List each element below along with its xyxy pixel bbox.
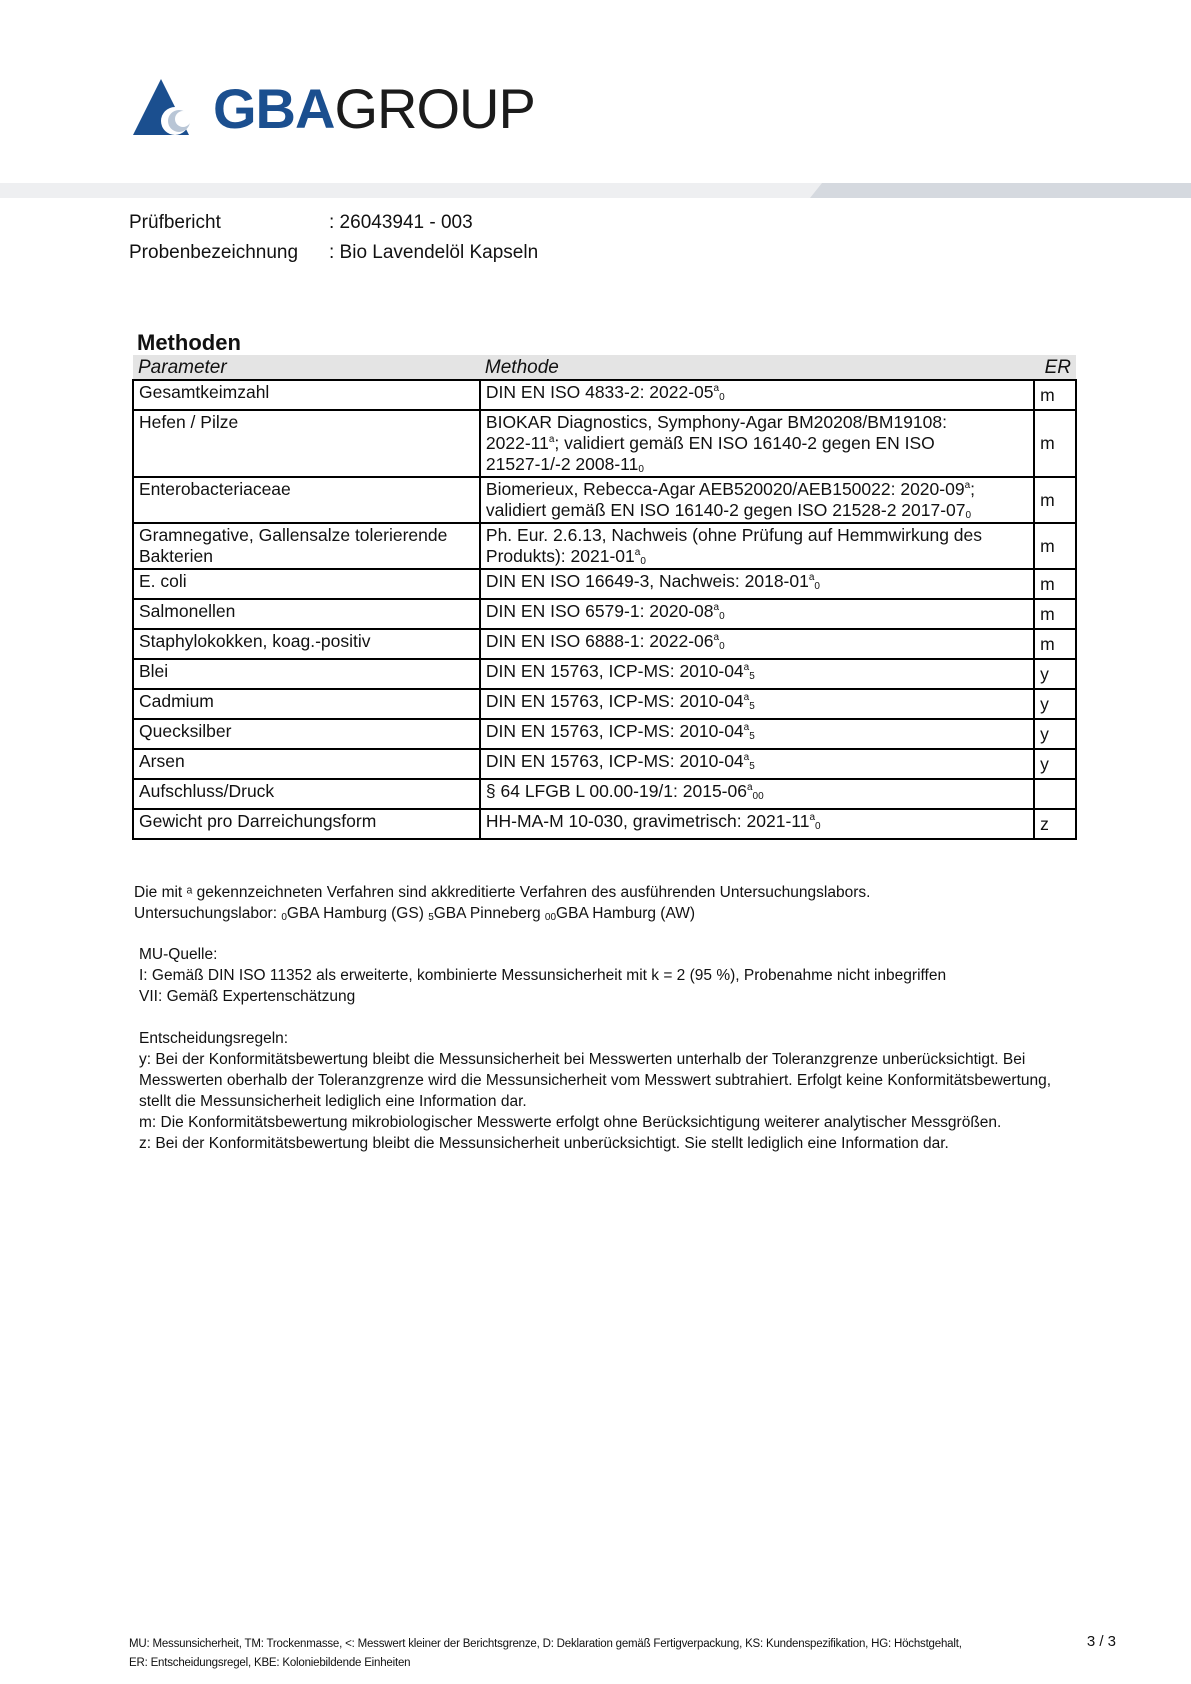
accreditation-notes xyxy=(134,882,1094,924)
methods-table xyxy=(132,355,1077,840)
cell-method xyxy=(480,523,1034,569)
methods-body xyxy=(133,380,1076,839)
lab-code: 00 xyxy=(752,791,764,802)
cell-er: m xyxy=(1034,380,1076,410)
page-number: 3 / 3 xyxy=(1086,1633,1116,1650)
cell-er: m xyxy=(1034,523,1076,569)
methods-row xyxy=(133,809,1076,839)
decision-rule-line: z: Bei der Konformitätsbewertung bleibt die Messunsicherheit unberücksichtigt. Sie stellt lediglich eine Information dar. xyxy=(139,1135,949,1152)
methods-row xyxy=(133,749,1076,779)
cell-parameter xyxy=(133,779,480,809)
parameter-text: Salmonellen xyxy=(139,601,236,621)
accreditation-mark: a xyxy=(548,434,555,445)
methods-row xyxy=(133,380,1076,410)
parameter-text: Quecksilber xyxy=(139,721,232,741)
parameter-text: Aufschluss/Druck xyxy=(139,781,275,801)
accreditation-mark: a xyxy=(808,572,815,583)
methods-row xyxy=(133,477,1076,523)
method-text: DIN EN 15763, ICP-MS: 2010-04 xyxy=(485,721,744,741)
lab-code: 0 xyxy=(281,912,287,923)
cell-parameter xyxy=(133,749,480,779)
decision-rules-block xyxy=(139,1028,1079,1154)
method-text: 2022-11 xyxy=(485,433,549,453)
mu-source-line: I: Gemäß DIN ISO 11352 als erweiterte, kombinierte Messunsicherheit mit k = 2 (95 %), Probenahme nicht inbegriffen xyxy=(139,967,947,984)
lab-prefix: Untersuchungslabor: xyxy=(134,905,278,922)
cell-er: y xyxy=(1034,689,1076,719)
cell-er: y xyxy=(1034,659,1076,689)
decision-rule-line: m: Die Konformitätsbewertung mikrobiologischer Messwerte erfolgt ohne Berücksichtigung weiterer analytischer Messgrößen. xyxy=(139,1114,1002,1131)
cell-parameter xyxy=(133,380,480,410)
decision-rule-line: y: Bei der Konformitätsbewertung bleibt die Messunsicherheit bei Messwerten unterhalb der Toleranzgrenze unberücksichtigt. Bei Messwerten oberhalb der Toleranzgrenze wird die Messunsicherheit vom Messwert subtrahiert. Erfolgt keine Konformitätsbewertung, stellt die Messunsicherheit lediglich eine Information dar. xyxy=(139,1051,1052,1110)
parameter-text: Arsen xyxy=(139,751,185,771)
cell-method xyxy=(480,659,1034,689)
accreditation-text: Die mit ᵃ gekennzeichneten Verfahren sind akkreditierte Verfahren des ausführenden Untersuchungslabors. xyxy=(134,884,871,901)
cell-parameter xyxy=(133,569,480,599)
lab-code: 0 xyxy=(719,611,725,622)
methods-row xyxy=(133,629,1076,659)
report-meta xyxy=(129,208,538,268)
cell-method xyxy=(480,629,1034,659)
methods-row xyxy=(133,523,1076,569)
lab-code: 0 xyxy=(638,464,644,475)
methods-row xyxy=(133,779,1076,809)
cell-parameter xyxy=(133,410,480,477)
accreditation-mark: a xyxy=(743,662,750,673)
footer-legend-1: MU: Messunsicherheit, TM: Trockenmasse, <: Messwert kleiner der Berichtsgrenze, D: Deklaration gemäß Fertigverpackung, KS: Kundenspezifikation, HG: Höchstgehalt, xyxy=(129,1638,962,1650)
cell-parameter xyxy=(133,523,480,569)
logo-group-text: GROUP xyxy=(334,77,535,140)
cell-er: m xyxy=(1034,569,1076,599)
accreditation-mark: a xyxy=(809,812,816,823)
accreditation-mark: a xyxy=(713,632,720,643)
parameter-text: Bakterien xyxy=(139,546,213,566)
gba-logo xyxy=(131,74,535,144)
page-footer xyxy=(129,1635,1029,1673)
methods-row xyxy=(133,689,1076,719)
cell-method xyxy=(480,779,1034,809)
parameter-text: Gewicht pro Darreichungsform xyxy=(139,811,377,831)
cell-er: m xyxy=(1034,629,1076,659)
lab-name: GBA Pinneberg xyxy=(433,905,541,922)
parameter-text: Cadmium xyxy=(139,691,214,711)
method-text: 21527-1/-2 2008-11 xyxy=(485,454,639,474)
parameter-text: Enterobacteriaceae xyxy=(139,479,291,499)
accreditation-mark: a xyxy=(634,547,641,558)
method-text: DIN EN 15763, ICP-MS: 2010-04 xyxy=(485,661,744,681)
sample-name-value: : Bio Lavendelöl Kapseln xyxy=(329,242,539,263)
cell-parameter xyxy=(133,719,480,749)
logo-wordmark xyxy=(213,77,535,140)
lab-code: 5 xyxy=(749,701,755,712)
report-number-label: Prüfbericht xyxy=(129,212,221,233)
methods-row xyxy=(133,659,1076,689)
lab-code: 00 xyxy=(544,912,557,923)
cell-parameter xyxy=(133,477,480,523)
method-text: DIN EN 15763, ICP-MS: 2010-04 xyxy=(485,751,744,771)
accreditation-mark: a xyxy=(713,602,720,613)
method-text: § 64 LFGB L 00.00-19/1: 2015-06 xyxy=(485,781,747,801)
accreditation-mark: a xyxy=(743,722,750,733)
cell-parameter xyxy=(133,809,480,839)
cell-er: z xyxy=(1034,809,1076,839)
cell-er: m xyxy=(1034,599,1076,629)
lab-code: 5 xyxy=(749,761,755,772)
lab-code: 0 xyxy=(815,821,821,832)
method-text: BIOKAR Diagnostics, Symphony-Agar BM20208/BM19108: xyxy=(485,412,947,432)
cell-er: m xyxy=(1034,410,1076,477)
method-text: ; xyxy=(970,479,975,499)
header-er: ER xyxy=(1034,355,1076,380)
lab-code: 5 xyxy=(749,671,755,682)
methods-header-row xyxy=(133,355,1076,380)
cell-method xyxy=(480,809,1034,839)
cell-parameter xyxy=(133,629,480,659)
methods-row xyxy=(133,719,1076,749)
decision-rules-title: Entscheidungsregeln: xyxy=(139,1030,289,1047)
method-text: DIN EN ISO 6888-1: 2022-06 xyxy=(485,631,714,651)
cell-method xyxy=(480,410,1034,477)
method-text: DIN EN 15763, ICP-MS: 2010-04 xyxy=(485,691,744,711)
cell-parameter xyxy=(133,689,480,719)
cell-er: y xyxy=(1034,719,1076,749)
accreditation-mark: a xyxy=(743,752,750,763)
parameter-text: Gramnegative, Gallensalze tolerierende xyxy=(139,525,448,545)
lab-name: GBA Hamburg (GS) xyxy=(286,905,424,922)
lab-code: 5 xyxy=(428,912,434,923)
sample-name-label: Probenbezeichnung xyxy=(129,242,299,263)
parameter-text: Blei xyxy=(139,661,169,681)
method-text: ; validiert gemäß EN ISO 16140-2 gegen EN ISO xyxy=(554,433,935,453)
parameter-text: Gesamtkeimzahl xyxy=(139,382,270,402)
method-text: DIN EN ISO 6579-1: 2020-08 xyxy=(485,601,714,621)
method-text: Produkts): 2021-01 xyxy=(485,546,635,566)
parameter-text: Hefen / Pilze xyxy=(139,412,239,432)
mu-source-block xyxy=(139,944,1079,1007)
mu-source-line: VII: Gemäß Expertenschätzung xyxy=(139,988,356,1005)
cell-method xyxy=(480,599,1034,629)
header-band xyxy=(0,183,1191,198)
lab-code: 0 xyxy=(965,510,972,521)
gba-triangle-logo-icon xyxy=(131,77,205,141)
cell-method xyxy=(480,689,1034,719)
cell-method xyxy=(480,569,1034,599)
method-text: DIN EN ISO 16649-3, Nachweis: 2018-01 xyxy=(485,571,809,591)
lab-code: 0 xyxy=(640,556,646,567)
methods-row xyxy=(133,599,1076,629)
lab-list xyxy=(281,905,695,922)
cell-er: y xyxy=(1034,749,1076,779)
method-text: validiert gemäß EN ISO 16140-2 gegen ISO 21528-2 2017-07 xyxy=(485,500,966,520)
cell-method xyxy=(480,477,1034,523)
parameter-text: Staphylokokken, koag.-positiv xyxy=(139,631,371,651)
cell-method xyxy=(480,719,1034,749)
method-text: DIN EN ISO 4833-2: 2022-05 xyxy=(485,382,714,402)
method-text: Ph. Eur. 2.6.13, Nachweis (ohne Prüfung auf Hemmwirkung des xyxy=(485,525,982,545)
logo-gba-text: GBA xyxy=(213,77,335,140)
cell-er: m xyxy=(1034,477,1076,523)
lab-code: 0 xyxy=(814,581,820,592)
lab-code: 0 xyxy=(719,392,725,403)
mu-source-title: MU-Quelle: xyxy=(139,946,218,963)
report-number-row xyxy=(129,208,538,238)
lab-line xyxy=(134,903,1094,924)
cell-parameter xyxy=(133,599,480,629)
cell-method xyxy=(480,380,1034,410)
sample-name-row xyxy=(129,238,538,268)
lab-code: 5 xyxy=(749,731,755,742)
report-number-value: : 26043941 - 003 xyxy=(329,212,473,233)
cell-parameter xyxy=(133,659,480,689)
method-text: Biomerieux, Rebecca-Agar AEB520020/AEB150022: 2020-09 xyxy=(485,479,965,499)
method-text: HH-MA-M 10-030, gravimetrisch: 2021-11 xyxy=(485,811,810,831)
cell-method xyxy=(480,749,1034,779)
accreditation-mark: a xyxy=(746,782,753,793)
cell-er xyxy=(1034,779,1076,809)
header-method: Methode xyxy=(480,355,1034,380)
footer-legend-2: ER: Entscheidungsregel, KBE: Koloniebildende Einheiten xyxy=(129,1657,411,1669)
accreditation-mark: a xyxy=(964,480,971,491)
methods-row xyxy=(133,569,1076,599)
lab-name: GBA Hamburg (AW) xyxy=(556,905,696,922)
methods-row xyxy=(133,410,1076,477)
parameter-text: E. coli xyxy=(139,571,187,591)
accreditation-mark: a xyxy=(713,383,720,394)
methods-title: Methoden xyxy=(137,330,241,355)
header-parameter: Parameter xyxy=(133,355,480,380)
lab-code: 0 xyxy=(719,641,725,652)
accreditation-mark: a xyxy=(743,692,750,703)
